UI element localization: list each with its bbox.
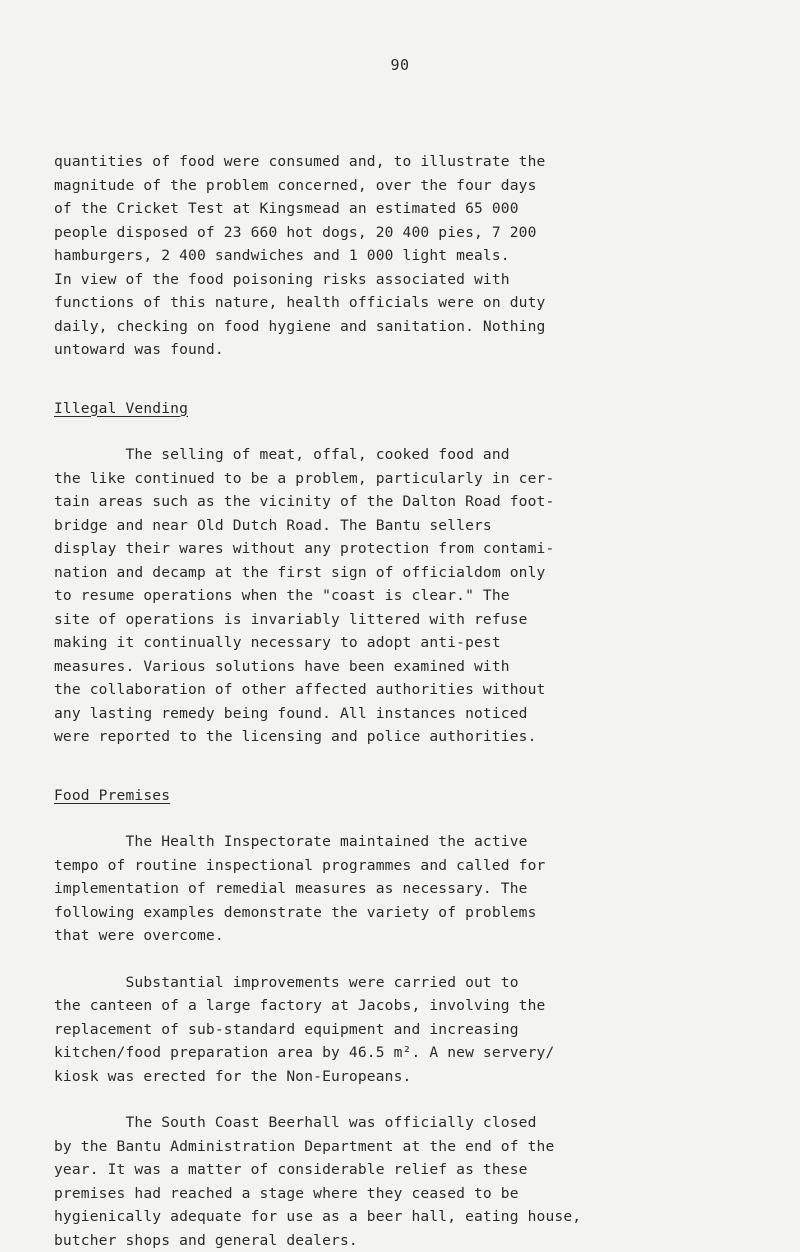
text-line: tain areas such as the vicinity of the Dalton Road foot- [54,490,754,514]
food-premises-paragraph-2 [54,971,754,1089]
text-line: by the Bantu Administration Department at the end of the [54,1135,754,1159]
text-line: quantities of food were consumed and, to illustrate the [54,150,754,174]
text-line: butcher shops and general dealers. [54,1229,754,1252]
text-line: site of operations is invariably littered with refuse [54,608,754,632]
text-line: functions of this nature, health officials were on duty [54,291,754,315]
text-line: untoward was found. [54,338,754,362]
text-line: were reported to the licensing and police authorities. [54,725,754,749]
text-line: The selling of meat, offal, cooked food and [54,443,754,467]
intro-paragraph [54,150,754,362]
text-line: the collaboration of other affected authorities without [54,678,754,702]
text-line: any lasting remedy being found. All instances noticed [54,702,754,726]
text-line: following examples demonstrate the variety of problems [54,901,754,925]
section-heading-food-premises: Food Premises [54,784,754,808]
text-line: making it continually necessary to adopt anti-pest [54,631,754,655]
text-line: people disposed of 23 660 hot dogs, 20 400 pies, 7 200 [54,221,754,245]
food-premises-paragraph-1 [54,830,754,948]
text-line: Substantial improvements were carried out to [54,971,754,995]
text-line: that were overcome. [54,924,754,948]
document-body [54,150,754,1252]
text-line: In view of the food poisoning risks associated with [54,268,754,292]
text-line: kiosk was erected for the Non-Europeans. [54,1065,754,1089]
text-line: to resume operations when the "coast is clear." The [54,584,754,608]
text-line: replacement of sub-standard equipment and increasing [54,1018,754,1042]
illegal-vending-paragraph [54,443,754,749]
text-line: bridge and near Old Dutch Road. The Bantu sellers [54,514,754,538]
text-line: the canteen of a large factory at Jacobs, involving the [54,994,754,1018]
text-line: The South Coast Beerhall was officially closed [54,1111,754,1135]
page-number: 90 [0,56,800,74]
text-line: nation and decamp at the first sign of officialdom only [54,561,754,585]
text-line: The Health Inspectorate maintained the active [54,830,754,854]
text-line: the like continued to be a problem, particularly in cer- [54,467,754,491]
text-line: hamburgers, 2 400 sandwiches and 1 000 light meals. [54,244,754,268]
text-line: of the Cricket Test at Kingsmead an estimated 65 000 [54,197,754,221]
text-line: daily, checking on food hygiene and sanitation. Nothing [54,315,754,339]
food-premises-paragraph-3 [54,1111,754,1252]
text-line: year. It was a matter of considerable relief as these [54,1158,754,1182]
text-line: measures. Various solutions have been examined with [54,655,754,679]
text-line: magnitude of the problem concerned, over the four days [54,174,754,198]
text-line: display their wares without any protection from contami- [54,537,754,561]
text-line: premises had reached a stage where they ceased to be [54,1182,754,1206]
text-line: hygienically adequate for use as a beer hall, eating house, [54,1205,754,1229]
text-line: kitchen/food preparation area by 46.5 m². A new servery/ [54,1041,754,1065]
text-line: implementation of remedial measures as necessary. The [54,877,754,901]
text-line: tempo of routine inspectional programmes and called for [54,854,754,878]
section-heading-illegal-vending: Illegal Vending [54,397,754,421]
